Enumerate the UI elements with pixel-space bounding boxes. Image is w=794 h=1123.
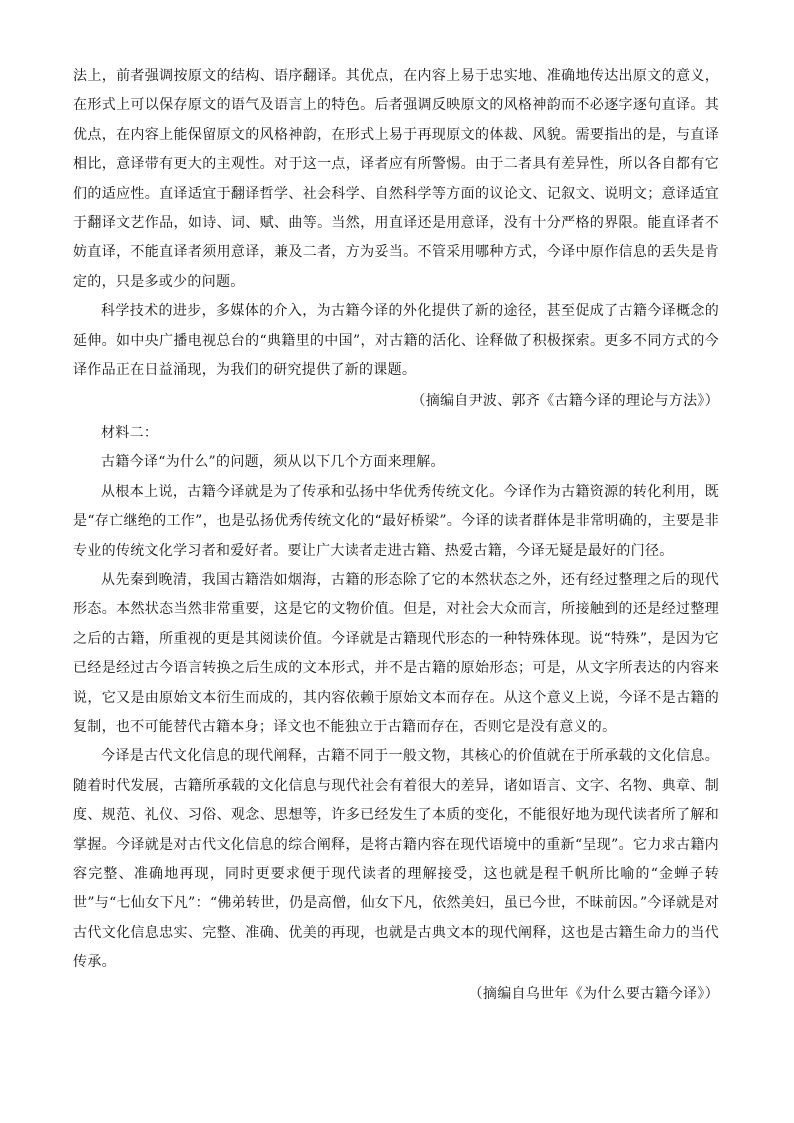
material2-label: 材料二： [101,424,159,441]
material2-paragraph-1: 古籍今译“为什么”的问题，须从以下几个方面来理解。 [101,454,445,471]
material2-paragraph-4: 今译是古代文化信息的现代阐释，古籍不同于一般文物，其核心的价值就在于所承载的文化信息。随着时代发展，古籍所承载的文化信息与现代社会有着很大的差异，诸如语言、文字、名物、典章、制度、规范、礼仪、习俗、观念、思想等，许多已经发生了本质的变化，不能很好地为现代读者所了解和掌握。今译就是对古代文化信息的综合阐释，是将古籍内容在现代语境中的重新“呈现”。它力求古籍内容完整、准确地再现，同时更要求便于现代读者的理解接受，这也就是程千帆所比喻的“金蝉子转世”与“七仙女下凡”：“佛弟转世，仍是高僧，仙女下凡，依然美妇，虽已今世，不昧前因。”今译就是对古代文化信息忠实、完整、准确、优美的再现，也就是古典文本的现代阐释，这也是古籍生命力的当代传承。 [73,748,719,971]
material2-source-citation: （摘编自乌世年《为什么要古籍今译》） [468,985,719,1002]
material1-source-citation: （摘编自尹波、郭齐《古籍今译的理论与方法》） [411,393,719,410]
document-body [73,62,719,1011]
material2-paragraph-3: 从先秦到晚清，我国古籍浩如烟海，古籍的形态除了它的本然状态之外，还有经过整理之后的现代形态。本然状态当然非常重要，这是它的文物价值。但是，对社会大众而言，所接触到的还是经过整理之后的古籍，所重视的更是其阅读价值。今译就是古籍现代形态的一种特殊体现。说“特殊”，是因为它已经是经过古今语言转换之后生成的文本形式，并不是古籍的原始形态；可是，从文字所表达的内容来说，它又是由原始文本衍生而成的，其内容依赖于原始文本而存在。从这个意义上说，今译不是古籍的复制，也不可能替代古籍本身；译文也不能独立于古籍而存在，否则它是没有意义的。 [73,571,719,735]
material1-paragraph-1: 法上，前者强调按原文的结构、语序翻译。其优点，在内容上易于忠实地、准确地传达出原文的意义，在形式上可以保存原文的语气及语言上的特色。后者强调反映原文的风格神韵而不必逐字逐句直译。其优点，在内容上能保留原文的风格神韵，在形式上易于再现原文的体裁、风貌。需要指出的是，与直译相比，意译带有更大的主观性。对于这一点，译者应有所警惕。由于二者具有差异性，所以各自都有它们的适应性。直译适宜于翻译哲学、社会科学、自然科学等方面的议论文、记叙文、说明文；意译适宜于翻译文艺作品，如诗、词、赋、曲等。当然，用直译还是用意译，没有十分严格的界限。能直译者不妨直译，不能直译者须用意译，兼及二者，方为妥当。不管采用哪种方式，今译中原作信息的丢失是肯定的，只是多或少的问题。 [73,68,719,290]
material1-paragraph-2: 科学技术的进步，多媒体的介入，为古籍今译的外化提供了新的途径，甚至促成了古籍今译概念的延伸。如中央广播电视总台的“典籍里的中国”，对古籍的活化、诠释做了积极探索。更多不同方式的今译作品正在日益涌现，为我们的研究提供了新的课题。 [73,303,719,379]
material2-paragraph-2: 从根本上说，古籍今译就是为了传承和弘扬中华优秀传统文化。今译作为古籍资源的转化利用，既是“存亡继绝的工作”，也是弘扬优秀传统文化的“最好桥梁”。今译的读者群体是非常明确的，主要是非专业的传统文化学习者和爱好者。要让广大读者走进古籍、热爱古籍，今译无疑是最好的门径。 [73,483,719,559]
